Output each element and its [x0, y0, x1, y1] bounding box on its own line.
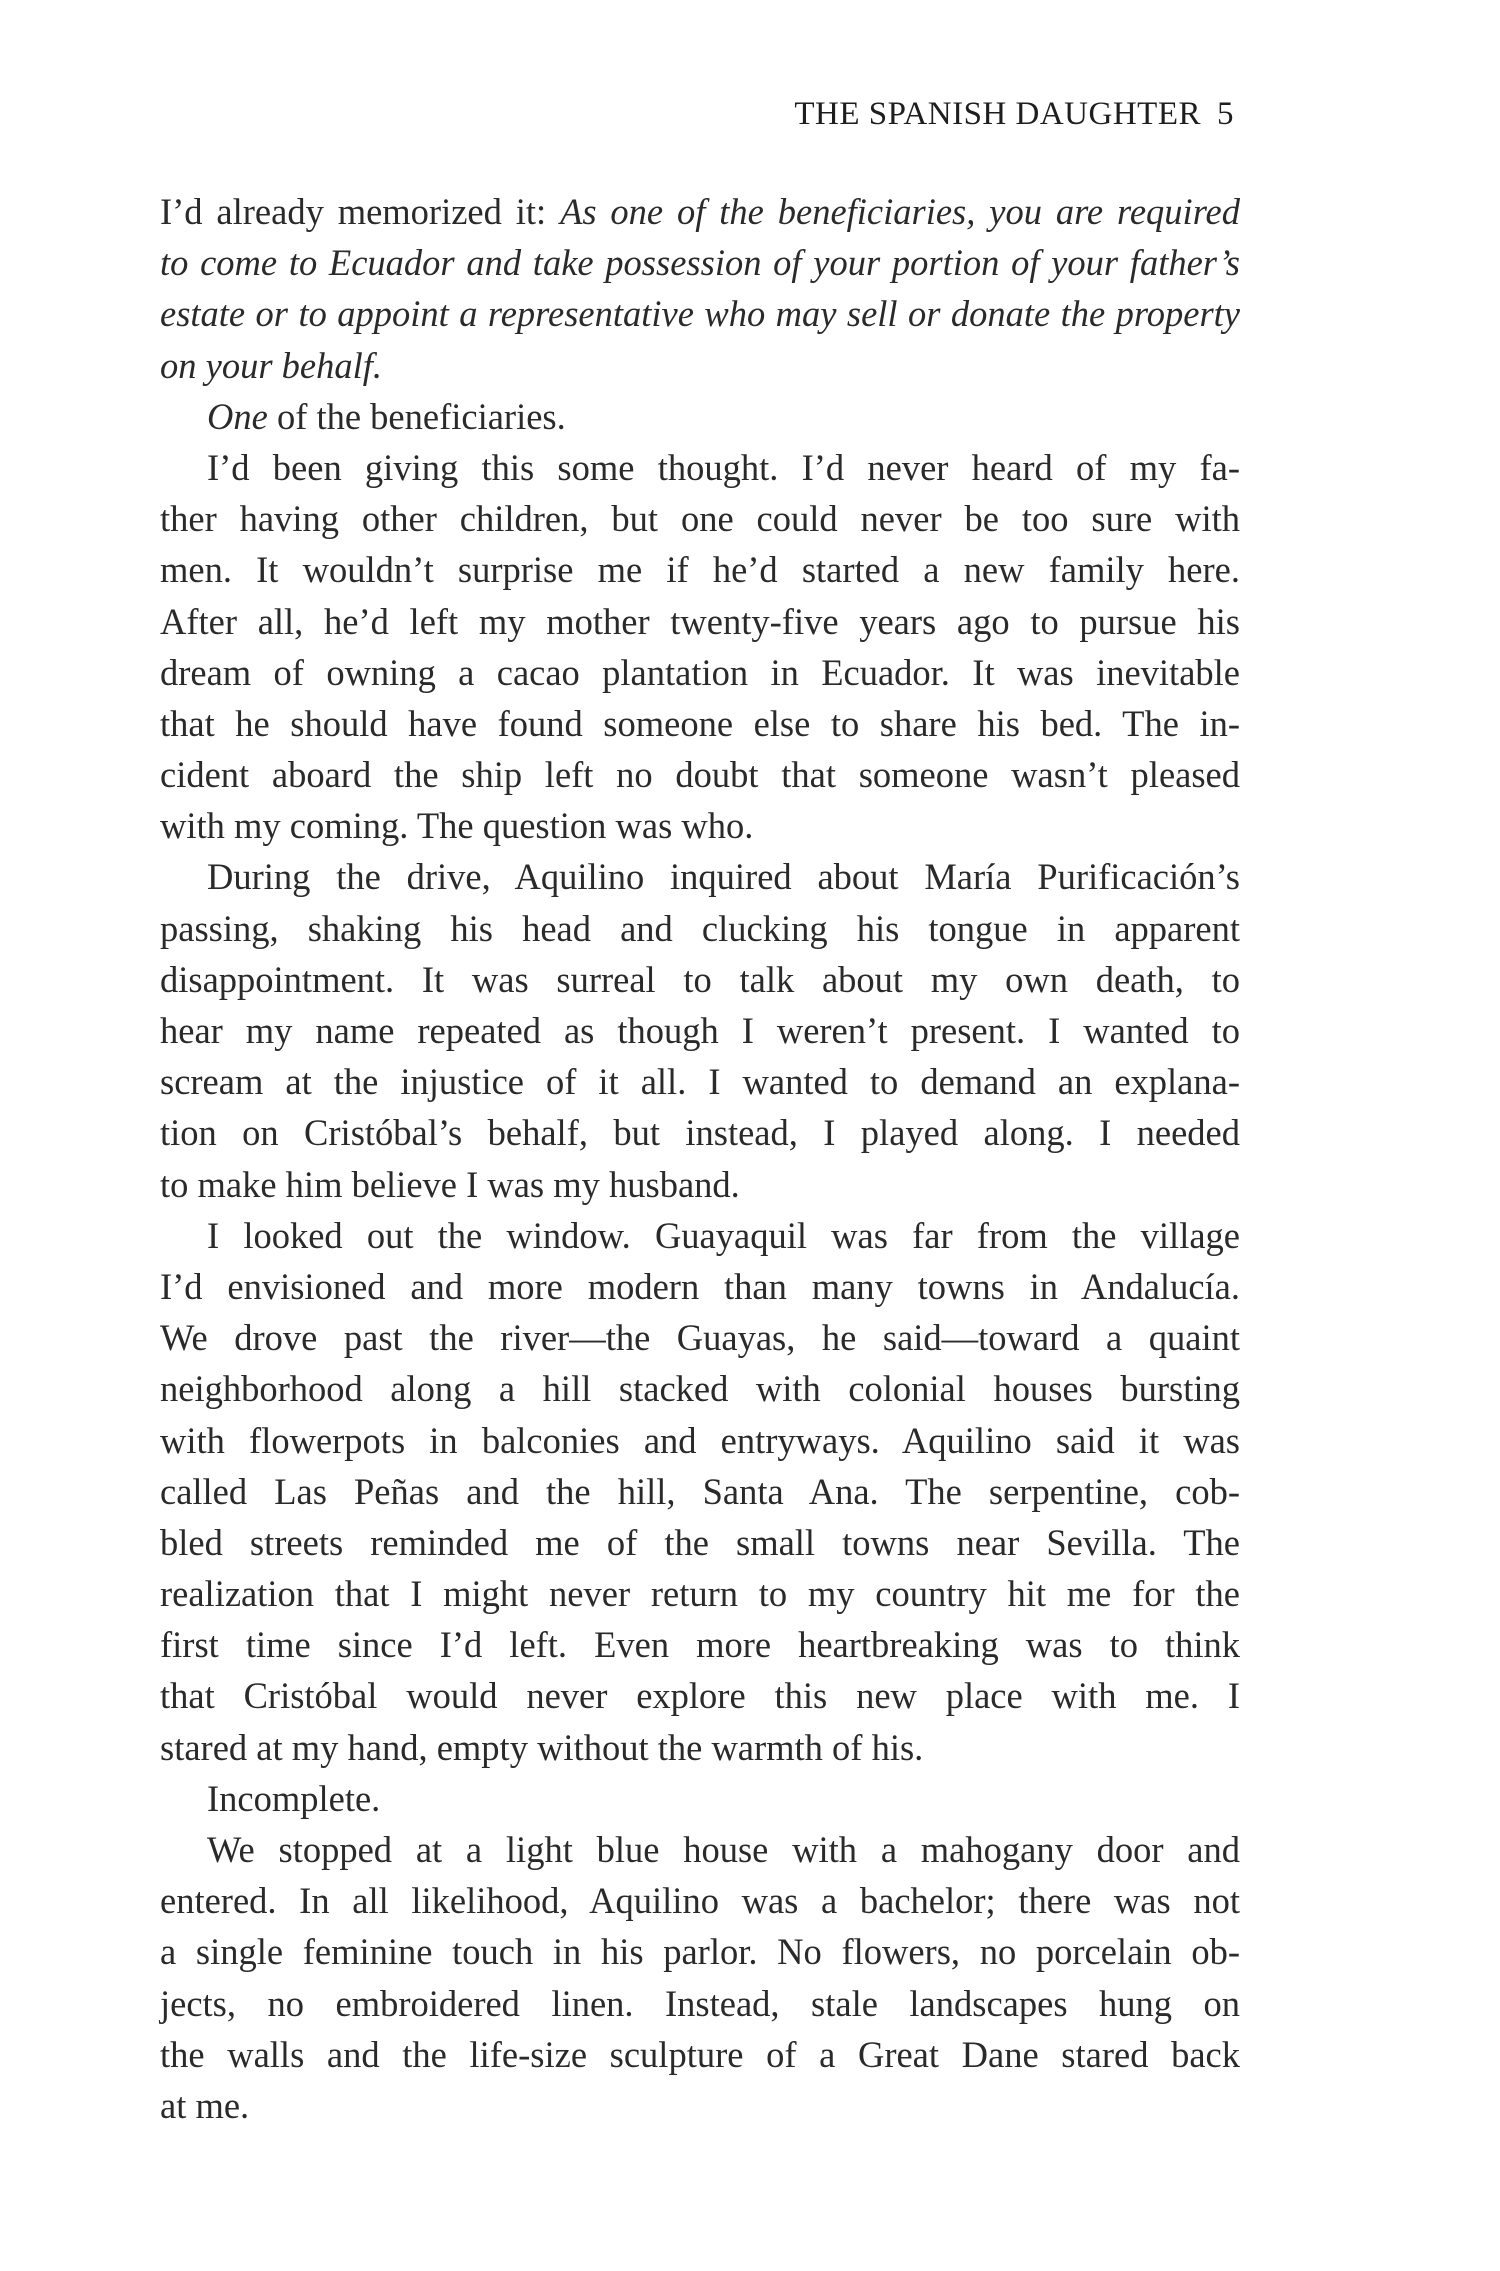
italic-text: on your behalf. — [160, 344, 383, 386]
text-line: passing, shaking his head and clucking his tongue in apparent — [160, 907, 1240, 949]
text-line: I’d been giving this some thought. I’d never heard of my fa- — [207, 446, 1240, 488]
text-line — [160, 391, 1240, 442]
text-line: disappointment. It was surreal to talk about my own death, to — [160, 958, 1240, 1000]
text-line: men. It wouldn’t surprise me if he’d started a new family here. — [160, 549, 1240, 591]
text-line — [160, 237, 1240, 288]
italic-text: As one of the beneficiaries, you are required — [560, 191, 1241, 232]
book-title: THE SPANISH DAUGHTER — [794, 96, 1201, 132]
text-line: that he should have found someone else to share his bed. The in- — [160, 702, 1240, 744]
text-line: During the drive, Aquilino inquired about María Purificación’s — [207, 856, 1240, 898]
running-head — [794, 96, 1234, 133]
text-line: entered. In all likelihood, Aquilino was a bachelor; there was not — [160, 1880, 1240, 1922]
text-line: Incomplete. — [207, 1777, 381, 1819]
text-line: cident aboard the ship left no doubt that someone wasn’t pleased — [160, 754, 1240, 796]
text-line: that Cristóbal would never explore this new place with me. I — [160, 1675, 1240, 1717]
text-line: ther having other children, but one could never be too sure with — [160, 498, 1240, 540]
text-line: with my coming. The question was who. — [160, 805, 754, 847]
text-line: with flowerpots in balconies and entryways. Aquilino said it was — [160, 1419, 1240, 1461]
text-line: After all, he’d left my mother twenty-five years ago to pursue his — [160, 600, 1240, 642]
italic-text: to come to Ecuador and take possession of your portion of your father’s — [160, 242, 1240, 284]
page-number: 5 — [1217, 96, 1234, 132]
text-line: jects, no embroidered linen. Instead, stale landscapes hung on — [160, 1982, 1240, 2024]
text-line: dream of owning a cacao plantation in Ecuador. It was inevitable — [160, 651, 1240, 693]
text-line: a single feminine touch in his parlor. No flowers, no porcelain ob- — [160, 1931, 1240, 1973]
italic-text: One — [207, 395, 268, 437]
line-text: of the beneficiaries. — [267, 395, 566, 437]
text-line — [160, 288, 1240, 339]
text-line: the walls and the life-size sculpture of a Great Dane stared back — [160, 2033, 1240, 2075]
text-line: I looked out the window. Guayaquil was far from the village — [207, 1214, 1240, 1256]
line-text: I’d already memorized it: — [160, 191, 561, 232]
text-line: We drove past the river—the Guayas, he said—toward a quaint — [160, 1317, 1240, 1359]
text-line: to make him believe I was my husband. — [160, 1163, 740, 1205]
body-text — [160, 186, 1240, 2131]
text-line: neighborhood along a hill stacked with colonial houses bursting — [160, 1368, 1240, 1410]
italic-text: estate or to appoint a representative who may sell or donate the property — [160, 293, 1240, 335]
text-line: first time since I’d left. Even more heartbreaking was to think — [160, 1624, 1240, 1666]
text-line: at me. — [160, 2084, 250, 2126]
text-line: We stopped at a light blue house with a mahogany door and — [207, 1829, 1240, 1870]
text-line: realization that I might never return to my country hit me for the — [160, 1573, 1240, 1615]
text-line: I’d envisioned and more modern than many towns in Andalucía. — [160, 1265, 1240, 1307]
text-line: called Las Peñas and the hill, Santa Ana. The serpentine, cob- — [160, 1470, 1240, 1512]
text-line: tion on Cristóbal’s behalf, but instead, I played along. I needed — [160, 1112, 1240, 1154]
text-line — [160, 186, 1240, 237]
text-line: hear my name repeated as though I weren’t present. I wanted to — [160, 1010, 1240, 1051]
text-line — [160, 340, 1240, 391]
text-line: bled streets reminded me of the small towns near Sevilla. The — [160, 1521, 1240, 1563]
text-line: scream at the injustice of it all. I wanted to demand an explana- — [160, 1061, 1240, 1103]
text-line: stared at my hand, empty without the warmth of his. — [160, 1726, 924, 1768]
